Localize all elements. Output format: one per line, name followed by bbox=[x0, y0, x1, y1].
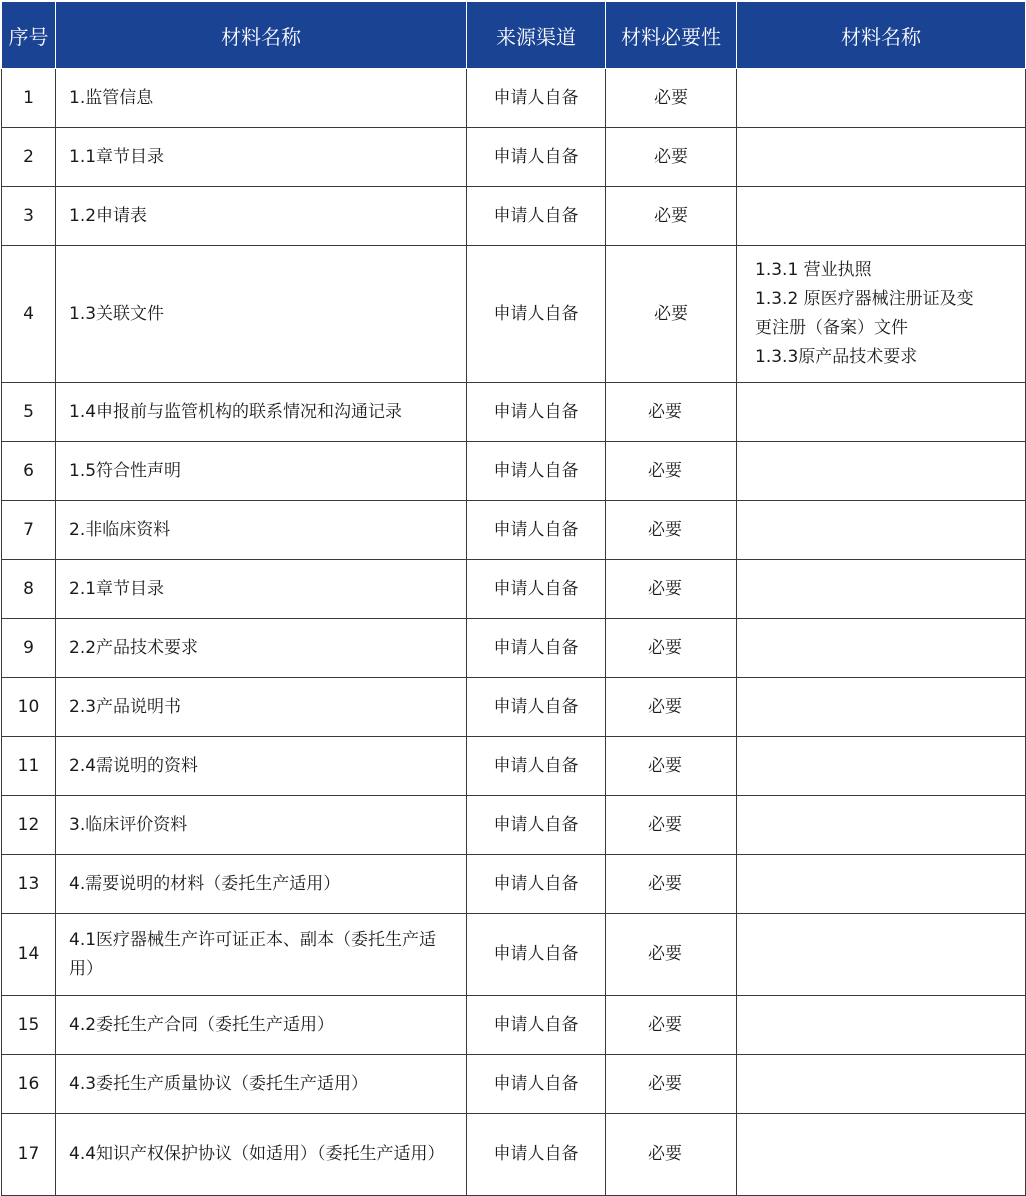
table-row bbox=[2, 996, 1026, 1055]
required-label: 必要 bbox=[648, 637, 682, 658]
cell-detail bbox=[737, 442, 1026, 501]
cell-required bbox=[606, 501, 737, 560]
required-label: 必要 bbox=[648, 755, 682, 776]
table-row bbox=[2, 187, 1026, 246]
cell-material-name: 2.2产品技术要求 bbox=[56, 619, 467, 678]
required-label: 必要 bbox=[648, 696, 682, 717]
cell-required bbox=[606, 737, 737, 796]
cell-material-name: 2.非临床资料 bbox=[56, 501, 467, 560]
cell-material-name: 4.3委托生产质量协议（委托生产适用） bbox=[56, 1055, 467, 1114]
cell-required bbox=[606, 246, 737, 383]
cell-index: 8 bbox=[2, 560, 56, 619]
cell-detail bbox=[737, 560, 1026, 619]
cell-index: 14 bbox=[2, 914, 56, 996]
cell-source: 申请人自备 bbox=[467, 128, 606, 187]
cell-detail bbox=[737, 796, 1026, 855]
table-row bbox=[2, 501, 1026, 560]
cell-source: 申请人自备 bbox=[467, 796, 606, 855]
required-label: 必要 bbox=[648, 873, 682, 894]
cell-required bbox=[606, 796, 737, 855]
required-label: 必要 bbox=[648, 519, 682, 540]
materials-table bbox=[1, 1, 1026, 1196]
header-index: 序号 bbox=[2, 2, 56, 69]
cell-material-name: 3.临床评价资料 bbox=[56, 796, 467, 855]
cell-required bbox=[606, 619, 737, 678]
cell-index: 10 bbox=[2, 678, 56, 737]
cell-material-name: 4.4知识产权保护协议（如适用）（委托生产适用） bbox=[56, 1114, 467, 1196]
required-label: 必要 bbox=[654, 303, 688, 324]
detail-line: 更注册（备案）文件 bbox=[755, 318, 908, 338]
cell-detail bbox=[737, 128, 1026, 187]
cell-source: 申请人自备 bbox=[467, 442, 606, 501]
table-row bbox=[2, 796, 1026, 855]
required-label: 必要 bbox=[648, 460, 682, 481]
cell-material-name: 4.1医疗器械生产许可证正本、副本（委托生产适用） bbox=[56, 914, 467, 996]
cell-required bbox=[606, 996, 737, 1055]
cell-detail bbox=[737, 187, 1026, 246]
cell-source: 申请人自备 bbox=[467, 1114, 606, 1196]
cell-source: 申请人自备 bbox=[467, 69, 606, 128]
cell-source: 申请人自备 bbox=[467, 1055, 606, 1114]
cell-required bbox=[606, 1055, 737, 1114]
cell-material-name: 1.2申请表 bbox=[56, 187, 467, 246]
detail-line: 1.3.3原产品技术要求 bbox=[755, 347, 918, 367]
cell-index: 11 bbox=[2, 737, 56, 796]
cell-detail bbox=[737, 246, 1026, 383]
table-row bbox=[2, 383, 1026, 442]
table-row bbox=[2, 246, 1026, 383]
detail-line: 1.3.2 原医疗器械注册证及变 bbox=[755, 289, 974, 309]
cell-detail bbox=[737, 1055, 1026, 1114]
cell-required bbox=[606, 560, 737, 619]
cell-required bbox=[606, 69, 737, 128]
cell-required bbox=[606, 1114, 737, 1196]
cell-index: 3 bbox=[2, 187, 56, 246]
table-row bbox=[2, 69, 1026, 128]
table-row bbox=[2, 442, 1026, 501]
cell-material-name: 1.4申报前与监管机构的联系情况和沟通记录 bbox=[56, 383, 467, 442]
required-label: 必要 bbox=[648, 1144, 682, 1164]
cell-required bbox=[606, 383, 737, 442]
cell-material-name: 2.4需说明的资料 bbox=[56, 737, 467, 796]
cell-required bbox=[606, 442, 737, 501]
required-label: 必要 bbox=[654, 87, 688, 108]
required-label: 必要 bbox=[648, 401, 682, 422]
cell-material-name: 4.2委托生产合同（委托生产适用） bbox=[56, 996, 467, 1055]
cell-index: 6 bbox=[2, 442, 56, 501]
header-detail: 材料名称 bbox=[737, 2, 1026, 69]
cell-source: 申请人自备 bbox=[467, 187, 606, 246]
required-label: 必要 bbox=[654, 205, 688, 226]
cell-source: 申请人自备 bbox=[467, 501, 606, 560]
cell-source: 申请人自备 bbox=[467, 914, 606, 996]
cell-index: 4 bbox=[2, 246, 56, 383]
cell-detail bbox=[737, 619, 1026, 678]
cell-material-name: 1.监管信息 bbox=[56, 69, 467, 128]
detail-line: 1.3.1 营业执照 bbox=[755, 260, 872, 280]
table-body bbox=[2, 69, 1026, 1196]
cell-source: 申请人自备 bbox=[467, 678, 606, 737]
cell-source: 申请人自备 bbox=[467, 619, 606, 678]
required-label: 必要 bbox=[648, 578, 682, 599]
cell-detail bbox=[737, 855, 1026, 914]
header-required: 材料必要性 bbox=[606, 2, 737, 69]
cell-detail bbox=[737, 678, 1026, 737]
cell-material-name: 1.5符合性声明 bbox=[56, 442, 467, 501]
cell-index: 9 bbox=[2, 619, 56, 678]
cell-required bbox=[606, 678, 737, 737]
cell-index: 17 bbox=[2, 1114, 56, 1196]
cell-index: 13 bbox=[2, 855, 56, 914]
cell-index: 15 bbox=[2, 996, 56, 1055]
table-row bbox=[2, 678, 1026, 737]
header-name: 材料名称 bbox=[56, 2, 467, 69]
cell-source: 申请人自备 bbox=[467, 737, 606, 796]
required-label: 必要 bbox=[648, 1073, 682, 1094]
cell-required bbox=[606, 128, 737, 187]
table-header-row bbox=[2, 2, 1026, 69]
cell-source: 申请人自备 bbox=[467, 855, 606, 914]
table-row bbox=[2, 128, 1026, 187]
cell-index: 2 bbox=[2, 128, 56, 187]
cell-detail bbox=[737, 69, 1026, 128]
cell-source: 申请人自备 bbox=[467, 246, 606, 383]
required-label: 必要 bbox=[648, 814, 682, 835]
cell-detail bbox=[737, 914, 1026, 996]
cell-material-name: 1.1章节目录 bbox=[56, 128, 467, 187]
cell-index: 12 bbox=[2, 796, 56, 855]
required-label: 必要 bbox=[648, 944, 682, 964]
table-row bbox=[2, 737, 1026, 796]
cell-index: 7 bbox=[2, 501, 56, 560]
cell-index: 1 bbox=[2, 69, 56, 128]
cell-index: 5 bbox=[2, 383, 56, 442]
cell-material-name: 2.3产品说明书 bbox=[56, 678, 467, 737]
cell-source: 申请人自备 bbox=[467, 996, 606, 1055]
cell-material-name: 2.1章节目录 bbox=[56, 560, 467, 619]
header-source: 来源渠道 bbox=[467, 2, 606, 69]
cell-detail bbox=[737, 383, 1026, 442]
cell-source: 申请人自备 bbox=[467, 560, 606, 619]
cell-material-name: 1.3关联文件 bbox=[56, 246, 467, 383]
cell-required bbox=[606, 855, 737, 914]
table-row bbox=[2, 1114, 1026, 1196]
table-row bbox=[2, 855, 1026, 914]
cell-detail bbox=[737, 1114, 1026, 1196]
cell-material-name: 4.需要说明的材料（委托生产适用） bbox=[56, 855, 467, 914]
required-label: 必要 bbox=[654, 146, 688, 167]
table-row bbox=[2, 619, 1026, 678]
cell-detail bbox=[737, 501, 1026, 560]
table-row bbox=[2, 914, 1026, 996]
cell-source: 申请人自备 bbox=[467, 383, 606, 442]
table-row bbox=[2, 1055, 1026, 1114]
required-label: 必要 bbox=[648, 1014, 682, 1035]
cell-index: 16 bbox=[2, 1055, 56, 1114]
cell-detail bbox=[737, 737, 1026, 796]
table-row bbox=[2, 560, 1026, 619]
cell-detail bbox=[737, 996, 1026, 1055]
cell-required bbox=[606, 914, 737, 996]
cell-required bbox=[606, 187, 737, 246]
